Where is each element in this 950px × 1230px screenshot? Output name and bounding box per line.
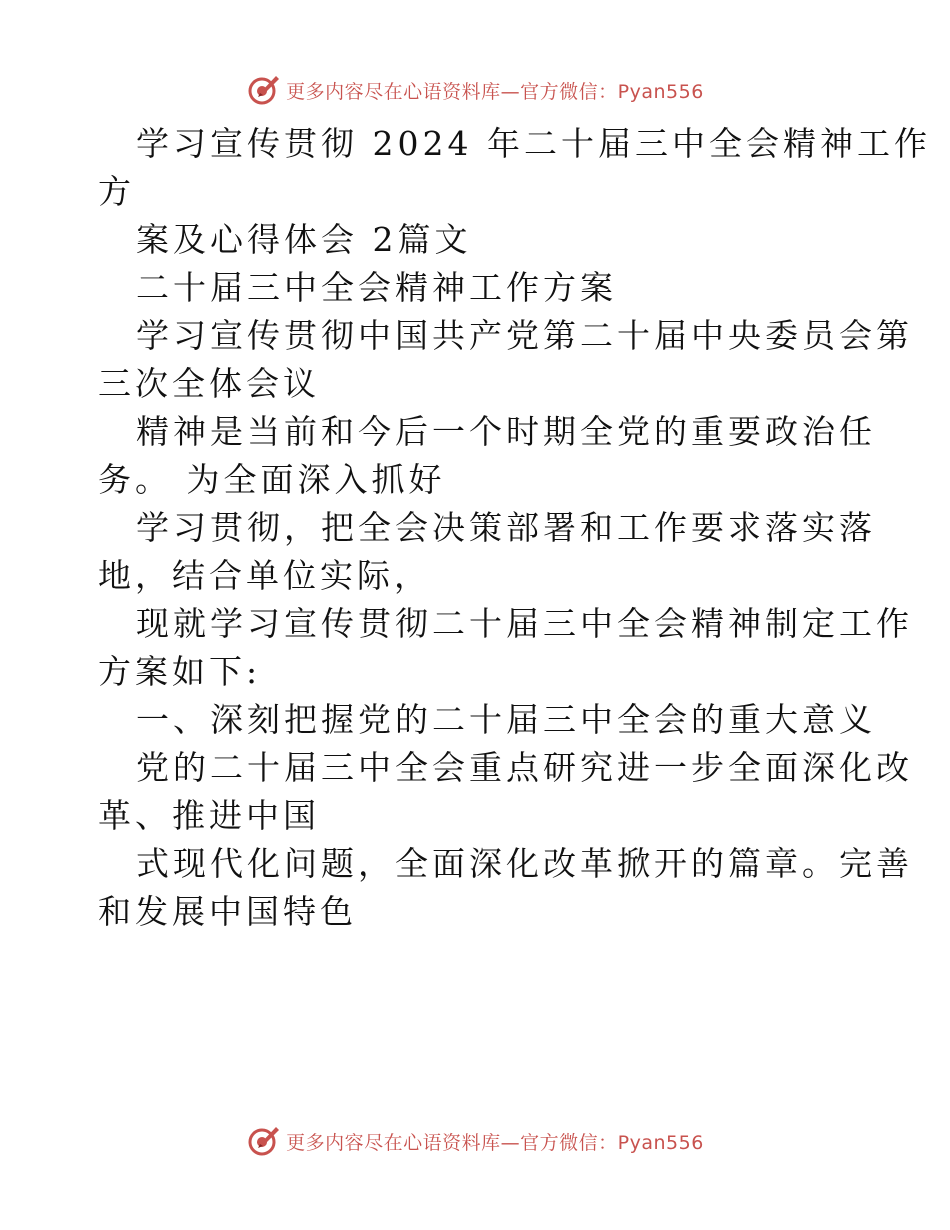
text-line: 和发展中国特色	[98, 892, 357, 931]
text-line: 案及心得体会 2篇文	[136, 220, 472, 259]
text-line: 学习宣传贯彻中国共产党第二十届中央委员会第	[136, 316, 913, 355]
text-line: 现就学习宣传贯彻二十届三中全会精神制定工作	[136, 604, 913, 643]
header-banner	[0, 70, 950, 110]
document-body	[98, 120, 931, 936]
text-line: 一、深刻把握党的二十届三中全会的重大意义	[136, 700, 876, 739]
pen-logo-icon	[246, 73, 280, 107]
text-line: 务。 为全面深入抓好	[98, 460, 446, 499]
text-line: 学习贯彻，把全会决策部署和工作要求落实落	[136, 508, 876, 547]
text-line: 学习宣传贯彻 2024 年二十届三中全会精神工作	[136, 124, 931, 163]
text-line: 地，结合单位实际，	[98, 556, 431, 595]
text-line: 二十届三中全会精神工作方案	[136, 268, 617, 307]
text-line: 三次全体会议	[98, 364, 320, 403]
footer-banner	[0, 1121, 950, 1161]
pen-logo-icon	[246, 1124, 280, 1158]
text-line: 方	[98, 172, 135, 211]
text-line: 精神是当前和今后一个时期全党的重要政治任	[136, 412, 876, 451]
header-banner-text: 更多内容尽在心语资料库—官方微信：Pyan556	[286, 80, 704, 103]
text-line: 方案如下:	[98, 652, 262, 691]
footer-banner-text: 更多内容尽在心语资料库—官方微信：Pyan556	[286, 1131, 704, 1154]
text-line: 革、推进中国	[98, 796, 320, 835]
text-line: 党的二十届三中全会重点研究进一步全面深化改	[136, 748, 913, 787]
text-line: 式现代化问题，全面深化改革掀开的篇章。完善	[136, 844, 913, 883]
